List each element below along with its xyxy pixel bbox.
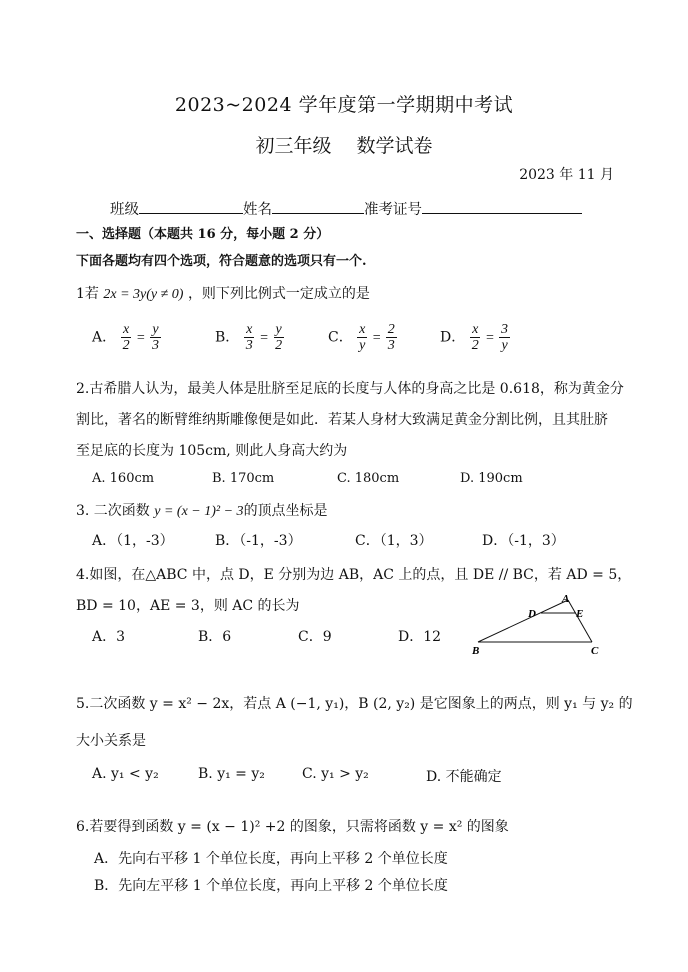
q4-option-d[interactable]: D．12	[398, 629, 442, 645]
class-label: 班级	[110, 202, 139, 218]
q4-option-a[interactable]: A．3	[92, 629, 126, 645]
exam-id-blank[interactable]	[422, 199, 582, 214]
q3-option-b[interactable]: B．（-1，-3）	[215, 533, 302, 549]
q3-stem-math: y = (x − 1)² − 3	[154, 504, 244, 519]
name-blank[interactable]	[272, 199, 364, 214]
q2-option-c[interactable]: C. 180cm	[337, 471, 400, 486]
section-instruction: 下面各题均有四个选项，符合题意的选项只有一个.	[76, 254, 367, 269]
label-d: D	[528, 608, 536, 620]
q4-line1: 4.如图，在△ABC 中，点 D，E 分别为边 AB，AC 上的点，且 DE // BC，若 AD = 5，	[76, 567, 632, 583]
exam-subtitle: 初三年级 数学试卷	[255, 135, 433, 157]
q4-line2: BD = 10，AE = 3，则 AC 的长为	[76, 598, 300, 614]
fraction: $\frac{x}{3}$	[245, 322, 253, 353]
q2-option-d[interactable]: D. 190cm	[460, 471, 523, 486]
q1-option-a[interactable]: A． $\frac{x}{2}$ = $\frac{y}{3}$	[92, 322, 159, 353]
section-heading: 一、选择题（本题共 16 分，每小题 2 分）	[76, 227, 330, 242]
fraction: $\frac{x}{2}$	[122, 322, 130, 353]
q1-option-b[interactable]: B． $\frac{x}{3}$ = $\frac{y}{2}$	[215, 322, 283, 353]
q2-line3: 至足底的长度为 105cm, 则此人身高大约为	[76, 443, 348, 459]
q6-option-b[interactable]: B．先向左平移 1 个单位长度，再向上平移 2 个单位长度	[94, 878, 448, 894]
q5-option-c[interactable]: C. y₁ > y₂	[302, 766, 369, 782]
fraction: $\frac{y}{2}$	[275, 322, 283, 353]
option-label: B．	[215, 329, 240, 346]
name-label: 姓名	[243, 202, 272, 218]
q6-stem: 6.若要得到函数 y = (x − 1)² +2 的图象，只需将函数 y = x² 的图象	[76, 819, 509, 835]
exam-title: 2023~2024 学年度第一学期期中考试	[174, 94, 514, 116]
q1-option-c[interactable]: C． $\frac{x}{y}$ = $\frac{2}{3}$	[328, 322, 395, 353]
q1-stem-math: 2x = 3y(y ≠ 0)	[103, 287, 184, 302]
q6-option-a[interactable]: A．先向右平移 1 个单位长度，再向上平移 2 个单位长度	[94, 851, 448, 867]
q3-stem	[76, 500, 328, 520]
label-c: C	[591, 645, 599, 656]
option-label: D．	[440, 329, 466, 346]
q3-option-a[interactable]: A．（1，-3）	[92, 533, 174, 549]
q2-line2: 割比，著名的断臂维纳斯雕像便是如此．若某人身材大致满足黄金分割比例，且其肚脐	[76, 412, 608, 428]
fraction: $\frac{3}{y}$	[501, 322, 509, 353]
option-label: A．	[92, 329, 117, 346]
q3-stem-prefix: 3. 二次函数	[76, 503, 150, 519]
fraction: $\frac{2}{3}$	[387, 322, 395, 353]
class-blank[interactable]	[139, 199, 243, 214]
q3-stem-suffix: 的顶点坐标是	[243, 503, 328, 519]
q2-line1: 2.古希腊人认为，最美人体是肚脐至足底的长度与人体的身高之比是 0.618，称为黄金分	[76, 381, 624, 397]
q3-option-d[interactable]: D．（-1，3）	[482, 533, 565, 549]
side-ac	[568, 600, 592, 642]
q4-option-c[interactable]: C．9	[298, 629, 332, 645]
q5-option-b[interactable]: B. y₁ = y₂	[198, 766, 265, 782]
label-b: B	[472, 645, 480, 656]
q4-option-b[interactable]: B．6	[198, 629, 232, 645]
student-info-line	[110, 198, 582, 219]
q1-stem	[76, 283, 370, 303]
q5-option-a[interactable]: A. y₁ < y₂	[92, 766, 159, 782]
label-a: A	[562, 593, 570, 605]
fraction: $\frac{x}{2}$	[471, 322, 479, 353]
q1-option-d[interactable]: D． $\frac{x}{2}$ = $\frac{3}{y}$	[440, 322, 509, 353]
fraction: $\frac{x}{y}$	[359, 322, 366, 353]
q3-option-c[interactable]: C．（1，3）	[355, 533, 433, 549]
side-ab	[478, 600, 568, 642]
q5-line2: 大小关系是	[76, 733, 146, 749]
q2-option-b[interactable]: B. 170cm	[212, 471, 275, 486]
q2-option-a[interactable]: A. 160cm	[92, 471, 155, 486]
exam-id-label: 准考证号	[364, 202, 422, 218]
option-label: C．	[328, 329, 353, 346]
fraction: $\frac{y}{3}$	[151, 322, 159, 353]
q5-line1: 5.二次函数 y = x² − 2x，若点 A (−1, y₁)，B (2, y₂) 是它图象上的两点，则 y₁ 与 y₂ 的	[76, 696, 633, 712]
triangle-figure	[470, 592, 610, 656]
q1-stem-prefix: 1若	[76, 286, 99, 302]
label-e: E	[576, 608, 584, 620]
q1-stem-suffix: ，则下列比例式一定成立的是	[187, 286, 370, 302]
q5-option-d[interactable]: D. 不能确定	[426, 769, 502, 785]
exam-date: 2023 年 11 月	[519, 167, 614, 183]
